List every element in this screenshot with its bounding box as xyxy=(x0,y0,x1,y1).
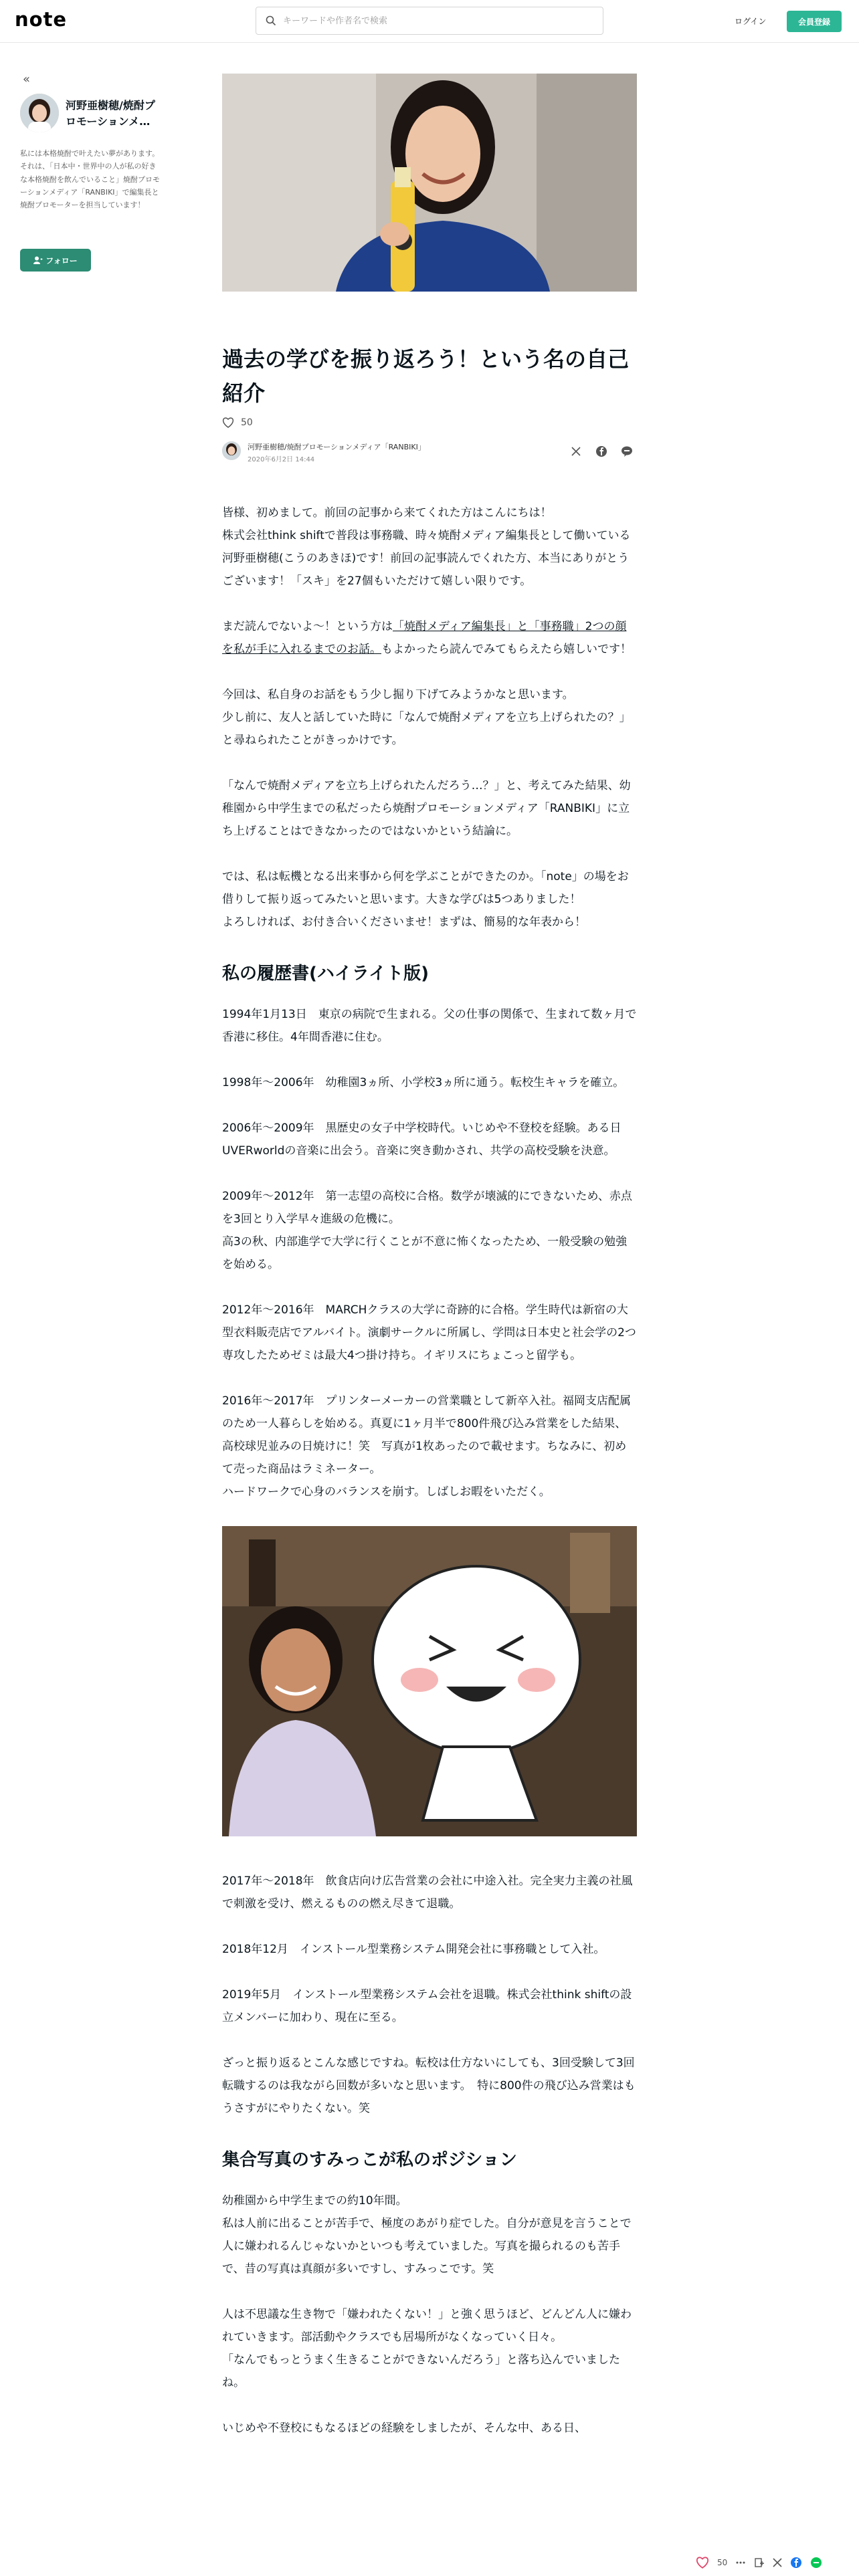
resume-entry: 2018年12月 インストール型業務システム開発会社に事務職として入社。 xyxy=(222,1943,605,1957)
more-options-icon[interactable] xyxy=(735,2557,746,2568)
line-share-icon[interactable] xyxy=(810,2557,822,2569)
x-share-icon[interactable] xyxy=(773,2558,782,2567)
paragraph-text: まだ読んでないよ〜！という方は xyxy=(222,620,393,634)
author-avatar[interactable] xyxy=(20,94,59,132)
facebook-share-icon[interactable] xyxy=(790,2557,802,2569)
bottom-action-bar xyxy=(696,2549,859,2576)
paragraph: 人は不思議な生き物で「嫌われたくない！」と強く思うほど、どんどん人に嫌われていきます。部活動やクラスでも居場所がなくなっていく日々。 「なんでもっとうまく生きることができないんだろう」と落ち込んでいましたね。 xyxy=(222,2308,632,2390)
user-plus-icon xyxy=(33,256,43,264)
paragraph: いじめや不登校にもなるほどの経験をしましたが、そんな中、ある日、 xyxy=(222,2422,586,2436)
paragraph: 今回は、私自身のお話をもう少し掘り下げてみようかなと思います。 少し前に、友人と話していた時に「なんで焼酎メディアを立ち上げられたの？」と尋ねられたことがきっかけです。 xyxy=(222,688,631,748)
photo-with-sticker-image xyxy=(222,1526,637,1836)
like-count: 50 xyxy=(241,417,253,429)
byline xyxy=(222,440,637,467)
paragraph xyxy=(222,615,637,661)
magazine-add-icon[interactable] xyxy=(754,2557,765,2568)
byline-avatar[interactable] xyxy=(222,441,241,460)
signup-button[interactable]: 会員登録 xyxy=(787,11,842,32)
resume-entry: 2016年〜2017年 プリンターメーカーの営業職として新卒入社。福岡支店配属のため一人暮らしを始める。真夏に1ヶ月半で800件飛び込み営業をした結果、高校球児並みの日焼けに！笑 写真が1枚あったので載せます。ちなみに、初めて売った商品はラミネーター。 ハードワークで心身のバランスを崩す。しばしお暇をいただく。 xyxy=(222,1394,631,1499)
resume-entry: 1994年1月13日 東京の病院で生まれる。父の仕事の関係で、生まれて数ヶ月で香港に移住。4年間香港に住む。 xyxy=(222,1008,637,1045)
follow-label: フォロー xyxy=(45,255,78,265)
line-share-icon[interactable] xyxy=(619,444,634,459)
hero-image xyxy=(222,74,637,292)
collapse-sidebar-icon[interactable]: « xyxy=(23,72,31,86)
article-title: 過去の学びを振り返ろう！という名の自己紹介 xyxy=(222,346,630,407)
previous-article-link[interactable]: 「焼酎メディア編集長」と「事務職」2つの顔を私が手に入れるまでのお話。 xyxy=(222,620,627,657)
note-logo[interactable]: note xyxy=(15,8,68,31)
facebook-share-icon[interactable] xyxy=(594,444,609,459)
paragraph: 幼稚園から中学生までの約10年間。 私は人前に出ることが苦手で、極度のあがり症でした。自分が意見を言うことで人に嫌われるんじゃないかといつも考えていました。写真を撮られるのも苦手で、昔の写真は真顔が多いですし、すみっこです。笑 xyxy=(222,2194,632,2276)
publish-date: 2020年6月2日 14:44 xyxy=(248,456,315,464)
section-heading-group-photo: 集合写真のすみっこが私のポジション xyxy=(222,2150,517,2171)
sidebar-author-bio: 私には本格焼酎で叶えたい夢があります。それは、「日本中・世界中の人が私の好きな本格焼酎を飲んでいること」焼酎プロモーションメディア「RANBIKI」で編集長と焼酎プロモーターを担当しています！ xyxy=(20,149,160,209)
paragraph: ざっと振り返るとこんな感じですね。転校は仕方ないにしても、3回受験して3回転職するのは我ながら回数が多いなと思います。 特に800件の飛び込み営業はもうさすがにやりたくない。笑 xyxy=(222,2056,636,2116)
paragraph: 「なんで焼酎メディアを立ち上げられたんだろう…？」と、考えてみた結果、幼稚園から中学生までの私だったら焼酎プロモーションメディア「RANBIKI」に立ち上げることはできなかったのではないかという結論に。 xyxy=(222,779,631,839)
resume-entry: 2017年〜2018年 飲食店向け広告営業の会社に中途入社。完全実力主義の社風で刺激を受け、燃えるものの燃え尽きて退職。 xyxy=(222,1874,633,1911)
follow-button[interactable] xyxy=(20,249,91,272)
paragraph: では、私は転機となる出来事から何を学ぶことができたのか。「note」の場をお借りして振り返ってみたいと思います。大きな学びは5つありました！ よろしければ、お付き合いくださいませ！まずは、簡易的な年表から！ xyxy=(222,870,629,930)
section-heading-resume: 私の履歴書(ハイライト版) xyxy=(222,964,429,984)
share-buttons xyxy=(569,444,634,459)
resume-entry: 2019年5月 インストール型業務システム会社を退職。株式会社think shiftの設立メンバーに加わり、現在に至る。 xyxy=(222,1988,632,2025)
resume-entry: 1998年〜2006年 幼稚園3ヵ所、小学校3ヵ所に通う。転校生キャラを確立。 xyxy=(222,1076,625,1090)
paragraph: 皆様、初めまして。前回の記事から来てくれた方はこんにちは！ 株式会社think shiftで普段は事務職、時々焼酎メディア編集長として働いている河野亜樹穂(こうのあきほ)です！前回の記事読んでくれた方、本当にありがとうございます！「スキ」を27個もいただけて嬉しい限りです。 xyxy=(222,506,631,588)
byline-author-name[interactable]: 河野亜樹穂/焼酎プロモーションメディア「RANBIKI」 xyxy=(248,443,425,452)
article xyxy=(222,74,637,2462)
heart-icon[interactable] xyxy=(222,417,234,428)
global-header xyxy=(0,0,859,43)
search-icon xyxy=(266,15,276,26)
like-area[interactable] xyxy=(222,417,637,428)
x-share-icon[interactable] xyxy=(569,444,583,459)
login-link[interactable]: ログイン xyxy=(735,17,767,26)
search-input[interactable] xyxy=(283,16,591,26)
resume-entry: 2012年〜2016年 MARCHクラスの大学に奇跡的に合格。学生時代は新宿の大型衣料販売店でアルバイト。演劇サークルに所属し、学問は日本史と社会学の2つ専攻したためゼミは最大4つ掛け持ち。イギリスにちょこっと留学も。 xyxy=(222,1303,636,1363)
paragraph-text: もよかったら読んでみてもらえたら嬉しいです！ xyxy=(381,643,632,657)
resume-entry: 2006年〜2009年 黒歴史の女子中学校時代。いじめや不登校を経験。ある日UVERworldの音楽に出会う。音楽に突き動かされ、共学の高校受験を決意。 xyxy=(222,1121,622,1158)
heart-icon[interactable] xyxy=(696,2557,709,2569)
search-box[interactable] xyxy=(256,7,603,35)
sidebar-author-name[interactable]: 河野亜樹穂/焼酎プロモーションメ… xyxy=(66,99,155,128)
resume-entry: 2009年〜2012年 第一志望の高校に合格。数学が壊滅的にできないため、赤点を3回とり入学早々進級の危機に。 高3の秋、内部進学で大学に行くことが不意に怖くなったため、一般受験の勉強を始める。 xyxy=(222,1190,632,1272)
bottom-like-count: 50 xyxy=(717,2558,728,2567)
article-body xyxy=(222,502,637,2440)
